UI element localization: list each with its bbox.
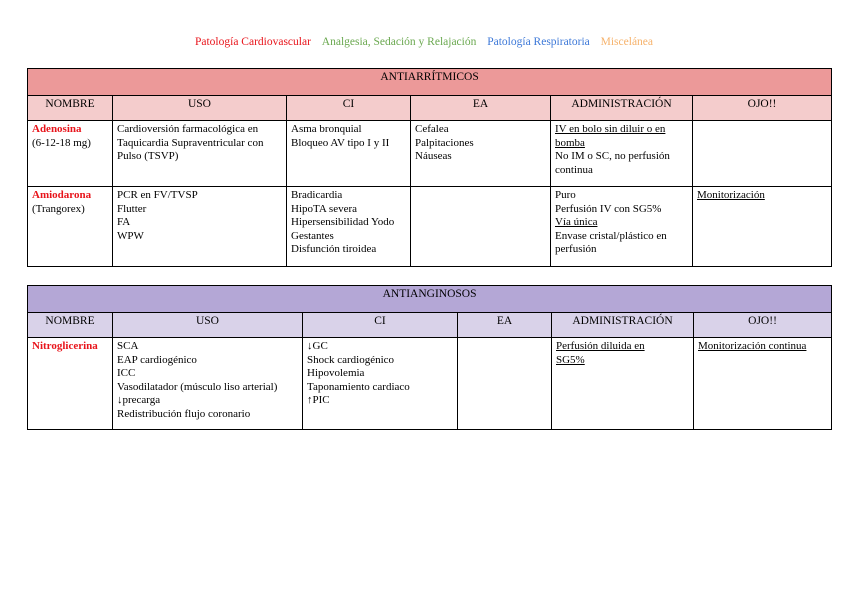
adm-line: Puro xyxy=(555,189,576,201)
nav-link-respiratoria[interactable]: Patología Respiratoria xyxy=(487,36,590,48)
ci-line: Taponamiento cardiaco xyxy=(307,380,410,393)
ea-line: Palpitaciones xyxy=(415,136,474,149)
ci-line: HipoTA severa xyxy=(291,202,358,215)
header-uso: USO xyxy=(113,96,287,121)
header-nombre: NOMBRE xyxy=(28,313,113,338)
header-administracion: ADMINISTRACIÓN xyxy=(552,313,694,338)
ci-line: Gestantes xyxy=(291,229,334,242)
ci-line: Bloqueo AV tipo I y II xyxy=(291,136,390,149)
adm-line: Envase cristal/plástico en xyxy=(555,229,667,242)
uso-line: Redistribución flujo coronario xyxy=(117,407,251,420)
drug-dose: (6-12-18 mg) xyxy=(32,136,91,149)
ea-line: Cefalea xyxy=(415,123,449,135)
ci-line: Bradicardia xyxy=(291,189,343,201)
adm-line: perfusión xyxy=(555,243,597,255)
uso-line: Pulso (TSVP) xyxy=(117,150,179,162)
cell-nombre xyxy=(28,338,113,430)
uso-line: ↓precarga xyxy=(117,394,161,406)
nav-link-analgesia[interactable]: Analgesia, Sedación y Relajación xyxy=(321,36,477,48)
adm-line: Perfusión diluida en xyxy=(556,340,645,352)
header-ci: CI xyxy=(303,313,458,338)
drug-name: Amiodarona xyxy=(32,189,92,201)
adm-line: bomba xyxy=(555,136,585,149)
header-ojo: OJO!! xyxy=(693,96,832,121)
table-title: ANTIANGINOSOS xyxy=(28,286,832,313)
cell-ci xyxy=(287,187,411,267)
cell-ojo xyxy=(693,187,832,267)
ci-line: Hipersensibilidad Yodo xyxy=(291,216,395,228)
header-ea: EA xyxy=(458,313,552,338)
ci-line: Disfunción tiroidea xyxy=(291,243,377,255)
drug-brand: (Trangorex) xyxy=(32,202,85,215)
ci-line: Shock cardiogénico xyxy=(307,353,395,366)
cell-ci xyxy=(287,121,411,187)
cell-administracion xyxy=(552,338,694,430)
antiarritmicos-table xyxy=(27,68,832,267)
uso-line: PCR en FV/TVSP xyxy=(117,189,198,201)
cell-ea xyxy=(458,338,552,430)
header-ojo: OJO!! xyxy=(694,313,832,338)
cell-administracion xyxy=(551,187,693,267)
adm-line: continua xyxy=(555,163,593,176)
uso-line: Taquicardia Supraventricular con xyxy=(117,136,264,149)
uso-line: ICC xyxy=(117,367,136,379)
ea-line: Náuseas xyxy=(415,150,452,162)
table-row xyxy=(28,187,832,267)
ci-line: Asma bronquial xyxy=(291,123,362,135)
table-title: ANTIARRÍTMICOS xyxy=(28,69,832,96)
uso-line: WPW xyxy=(117,229,144,242)
cell-uso xyxy=(113,121,287,187)
uso-line: Cardioversión farmacológica en xyxy=(117,123,259,135)
cell-ojo xyxy=(694,338,832,430)
uso-line: Vasodilatador (músculo liso arterial) xyxy=(117,380,278,393)
cell-ea xyxy=(411,121,551,187)
drug-name: Nitroglicerina xyxy=(32,340,98,352)
ci-line: ↑PIC xyxy=(307,394,330,406)
nav-link-miscelanea[interactable]: Miscelánea xyxy=(600,36,654,48)
adm-line: SG5% xyxy=(556,353,585,366)
antianginosos-table xyxy=(27,285,832,430)
cell-nombre xyxy=(28,187,113,267)
cell-nombre xyxy=(28,121,113,187)
table-row xyxy=(28,121,832,187)
adm-line: IV en bolo sin diluir o en xyxy=(555,123,666,135)
cell-uso xyxy=(113,338,303,430)
uso-line: SCA xyxy=(117,340,139,352)
header-administracion: ADMINISTRACIÓN xyxy=(551,96,693,121)
adm-line: Perfusión IV con SG5% xyxy=(555,202,662,215)
cell-uso xyxy=(113,187,287,267)
adm-line: Vía única xyxy=(555,216,598,228)
uso-line: EAP cardiogénico xyxy=(117,353,197,366)
category-nav xyxy=(0,36,848,48)
ci-line: Hipovolemia xyxy=(307,367,365,379)
drug-name: Adenosina xyxy=(32,123,82,135)
ojo-line: Monitorización continua xyxy=(698,340,807,352)
header-ci: CI xyxy=(287,96,411,121)
adm-line: No IM o SC, no perfusión xyxy=(555,150,670,162)
nav-link-cardiovascular[interactable]: Patología Cardiovascular xyxy=(194,36,311,48)
cell-ea xyxy=(411,187,551,267)
ojo-line: Monitorización xyxy=(697,189,765,201)
header-ea: EA xyxy=(411,96,551,121)
header-uso: USO xyxy=(113,313,303,338)
cell-ojo xyxy=(693,121,832,187)
uso-line: Flutter xyxy=(117,202,147,215)
cell-administracion xyxy=(551,121,693,187)
ci-line: ↓GC xyxy=(307,340,328,352)
uso-line: FA xyxy=(117,216,131,228)
header-nombre: NOMBRE xyxy=(28,96,113,121)
table-row xyxy=(28,338,832,430)
cell-ci xyxy=(303,338,458,430)
